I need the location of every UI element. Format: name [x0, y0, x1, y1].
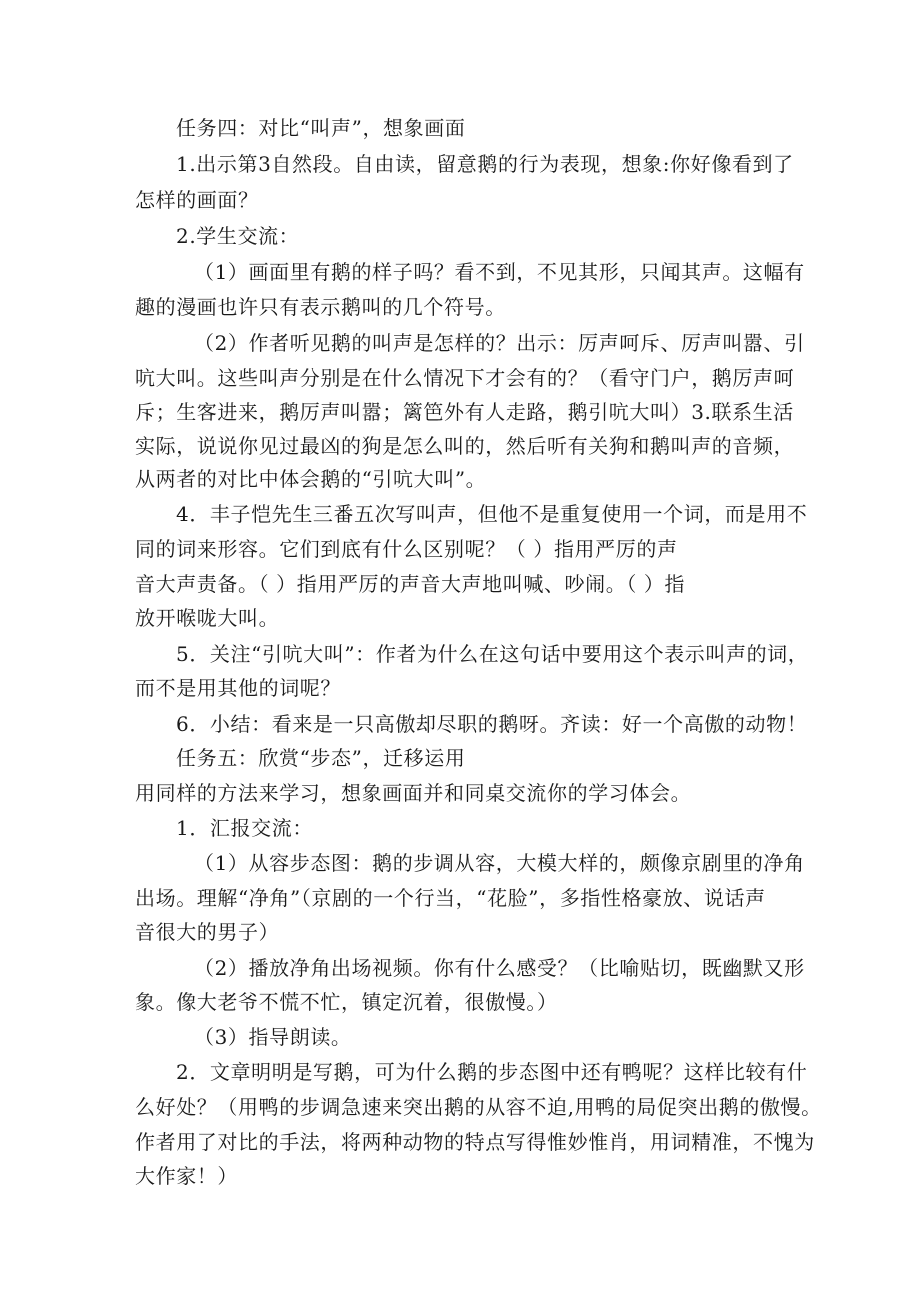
task5-item2-line1: （2）播放净角出场视频。你有什么感受？（比喻贴切，既幽默又形	[194, 956, 805, 980]
task5-intro: 用同样的方法来学习，想象画面并和同桌交流你的学习体会。	[135, 781, 692, 805]
step2-item1-line2: 趣的漫画也许只有表示鹅叫的几个符号。	[135, 295, 506, 319]
step2-item2-line2: 吭大叫。这些叫声分别是在什么情况下才会有的？（看守门户，鹅厉声呵	[135, 366, 795, 390]
step6-line: 6．小结：看来是一只高傲却尽职的鹅呀。齐读：好一个高傲的动物！	[176, 712, 808, 736]
task5-step2-line4: 大作家！）	[135, 1164, 238, 1188]
task5-step2-line2: 么好处？（用鸭的步调急速来突出鹅的从容不迫,用鸭的局促突出鹅的傲慢。	[135, 1095, 822, 1119]
step4-line4: 放开喉咙大叫。	[135, 606, 280, 630]
step3-line2: 从两者的对比中体会鹅的“引吭大叫”。	[135, 467, 487, 491]
step5-line2: 而不是用其他的词呢？	[135, 676, 341, 700]
task5-item3-line: （3）指导朗读。	[194, 1025, 352, 1049]
task5-heading: 任务五：欣赏“步态”，迁移运用	[176, 746, 466, 770]
task5-item1-line1: （1）从容步态图：鹅的步调从容，大模大样的，颇像京剧里的净角	[194, 851, 805, 875]
step4-line3: 音大声责备。（ ）指用严厉的声音大声地叫喊、吵闹。（ ）指	[135, 572, 686, 596]
task5-step2-line1: 2．文章明明是写鹅，可为什么鹅的步态图中还有鸭呢？这样比较有什	[176, 1060, 808, 1084]
task5-item1-line2: 出场。理解“净角”（京剧的一个行当，“花脸”，多指性格豪放、说话声	[135, 886, 766, 910]
step4-line2: 同的词来形容。它们到底有什么区别呢？（ ）指用严厉的声	[135, 537, 678, 561]
task5-step2-line3: 作者用了对比的手法，将两种动物的特点写得惟妙惟肖，用词精准，不愧为	[135, 1130, 815, 1154]
step2-item1-line1: （1）画面里有鹅的样子吗？看不到，不见其形，只闻其声。这幅有	[194, 260, 805, 284]
step3-line1: 实际，说说你见过最凶的狗是怎么叫的，然后听有关狗和鹅叫声的音频，	[135, 434, 795, 458]
step1-line2: 怎样的画面？	[135, 188, 259, 212]
step2-heading: 2.学生交流：	[176, 224, 300, 248]
task5-item2-line2: 象。像大老爷不慌不忙，镇定沉着，很傲慢。）	[135, 990, 558, 1014]
task5-item1-line3: 音很大的男子）	[135, 920, 280, 944]
task4-heading: 任务四：对比“叫声”，想象画面	[176, 116, 466, 140]
step2-item2-line3: 斥；生客进来，鹅厉声叫嚣；篱笆外有人走路，鹅引吭大叫）3.联系生活	[135, 400, 794, 424]
step5-line1: 5．关注“引吭大叫”：作者为什么在这句话中要用这个表示叫声的词，	[176, 642, 809, 666]
task5-step1-heading: 1．汇报交流：	[176, 816, 313, 840]
step2-item2-line1: （2）作者听见鹅的叫声是怎样的？出示：厉声呵斥、厉声叫嚣、引	[194, 331, 805, 355]
step1-line1: 1.出示第3自然段。自由读，留意鹅的行为表现，想象:你好像看到了	[176, 152, 794, 176]
step4-line1: 4．丰子恺先生三番五次写叫声，但他不是重复使用一个词，而是用不	[176, 502, 808, 526]
